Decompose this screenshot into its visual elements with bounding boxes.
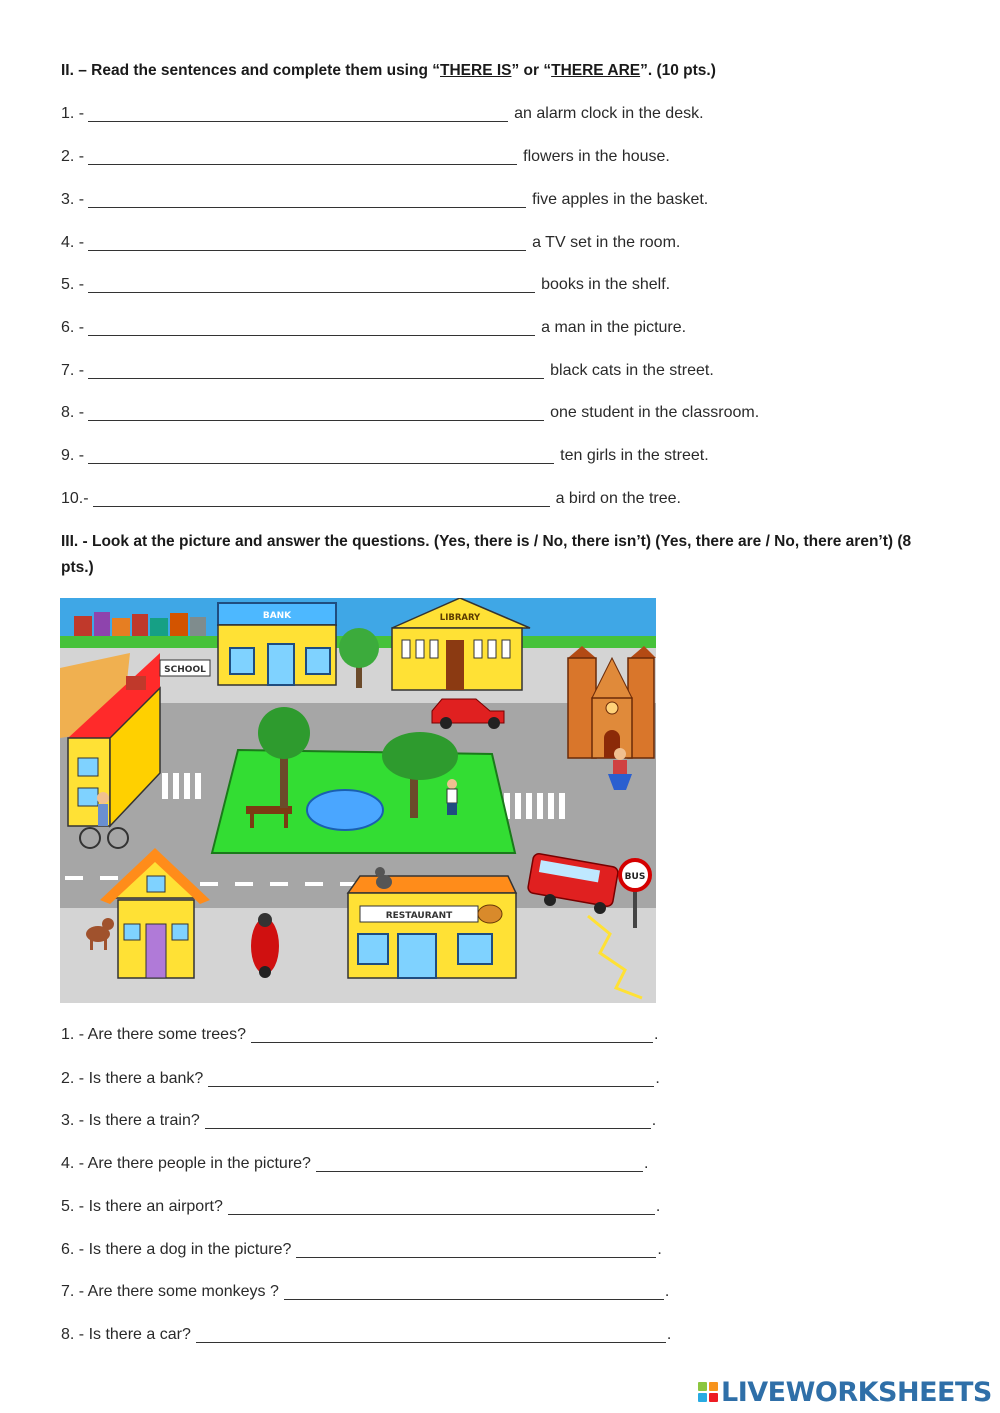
question-text: 3. - Is there a train? [61, 1112, 200, 1129]
sentence-item [61, 445, 709, 467]
section-3-heading: III. - Look at the picture and answer the questions. (Yes, there is / No, there isn’t) (Yes, there are / No, there aren’t) (8 pts.) [61, 533, 912, 576]
question-period: . [651, 1112, 657, 1129]
item-number: 7. - [61, 362, 85, 379]
sentence-text: a bird on the tree. [555, 490, 681, 507]
sentence-item [61, 189, 708, 211]
sentence-text: black cats in the street. [550, 362, 714, 379]
sentence-item [61, 274, 670, 296]
there-is-keyword: THERE IS [440, 62, 512, 79]
question-item [61, 1324, 671, 1346]
question-period: . [657, 1241, 662, 1258]
item-number: 9. - [61, 447, 85, 464]
sentence-item [61, 488, 681, 510]
bank-label: BANK [262, 611, 292, 621]
liveworksheets-logo[interactable] [698, 1375, 992, 1409]
pond [307, 790, 383, 830]
heading-text-pre: II. – Read the sentences and complete them using “ [61, 62, 440, 79]
logo-mark-icon [698, 1382, 718, 1402]
restaurant-label: RESTAURANT [385, 911, 453, 921]
answer-blank[interactable] [196, 1325, 666, 1343]
sentence-item [61, 232, 680, 254]
section-2-heading [61, 58, 921, 84]
answer-blank[interactable] [88, 275, 535, 293]
question-text: 2. - Is there a bank? [61, 1070, 204, 1087]
answer-blank[interactable] [88, 147, 517, 165]
answer-blank[interactable] [296, 1240, 656, 1258]
item-number: 1. - [61, 105, 85, 122]
sentence-item [61, 317, 686, 339]
answer-blank[interactable] [93, 489, 550, 507]
sentence-text: five apples in the basket. [532, 191, 709, 208]
question-text: 1. - Are there some trees? [61, 1026, 246, 1043]
item-number: 5. - [61, 276, 85, 293]
question-text: 6. - Is there a dog in the picture? [61, 1241, 292, 1258]
sentence-text: a TV set in the room. [532, 234, 681, 251]
heading-text-mid: ” or “ [511, 62, 552, 79]
person-park [447, 779, 457, 815]
logo-text: LIVEWORKSHEETS [721, 1376, 992, 1408]
sentence-item [61, 103, 704, 125]
question-item [61, 1110, 656, 1132]
bank-building [218, 603, 336, 685]
question-item [61, 1239, 662, 1261]
question-item [61, 1024, 658, 1046]
school-label: SCHOOL [164, 665, 206, 675]
restaurant-building [348, 876, 516, 978]
question-text: 8. - Is there a car? [61, 1326, 191, 1343]
answer-blank[interactable] [88, 233, 526, 251]
answer-blank[interactable] [88, 104, 508, 122]
answer-blank[interactable] [284, 1282, 664, 1300]
item-number: 10.- [61, 490, 89, 507]
question-item [61, 1281, 669, 1303]
question-period: . [666, 1326, 672, 1343]
answer-blank[interactable] [316, 1154, 643, 1172]
heading-text-post: ”. (10 pts.) [640, 62, 716, 79]
sentence-text: flowers in the house. [523, 148, 670, 165]
sentence-text: one student in the classroom. [550, 404, 760, 421]
sentence-text: a man in the picture. [541, 319, 687, 336]
item-number: 2. - [61, 148, 85, 165]
town-illustration [60, 598, 656, 1003]
answer-blank[interactable] [208, 1069, 654, 1087]
item-number: 3. - [61, 191, 85, 208]
question-text: 4. - Are there people in the picture? [61, 1155, 311, 1172]
question-item [61, 1068, 660, 1090]
question-period: . [653, 1026, 659, 1043]
answer-blank[interactable] [205, 1111, 651, 1129]
question-item [61, 1153, 648, 1175]
question-item [61, 1196, 660, 1218]
answer-blank[interactable] [251, 1025, 653, 1043]
sentence-text: books in the shelf. [541, 276, 671, 293]
bus-sign-label: BUS [624, 872, 646, 882]
there-are-keyword: THERE ARE [551, 62, 641, 79]
sentence-text: an alarm clock in the desk. [514, 105, 704, 122]
answer-blank[interactable] [88, 403, 544, 421]
answer-blank[interactable] [88, 446, 554, 464]
sentence-text: ten girls in the street. [560, 447, 709, 464]
answer-blank[interactable] [88, 318, 535, 336]
answer-blank[interactable] [88, 361, 544, 379]
church-building [568, 646, 656, 758]
question-text: 7. - Are there some monkeys ? [61, 1283, 279, 1300]
question-period: . [664, 1283, 670, 1300]
answer-blank[interactable] [88, 190, 526, 208]
item-number: 6. - [61, 319, 85, 336]
question-period: . [655, 1070, 660, 1087]
item-number: 8. - [61, 404, 85, 421]
question-text: 5. - Is there an airport? [61, 1198, 223, 1215]
library-label: LIBRARY [439, 613, 481, 623]
answer-blank[interactable] [228, 1197, 655, 1215]
sentence-item [61, 146, 670, 168]
sentence-item [61, 402, 759, 424]
item-number: 4. - [61, 234, 85, 251]
question-period: . [643, 1155, 649, 1172]
question-period: . [655, 1198, 661, 1215]
sentence-item [61, 360, 714, 382]
